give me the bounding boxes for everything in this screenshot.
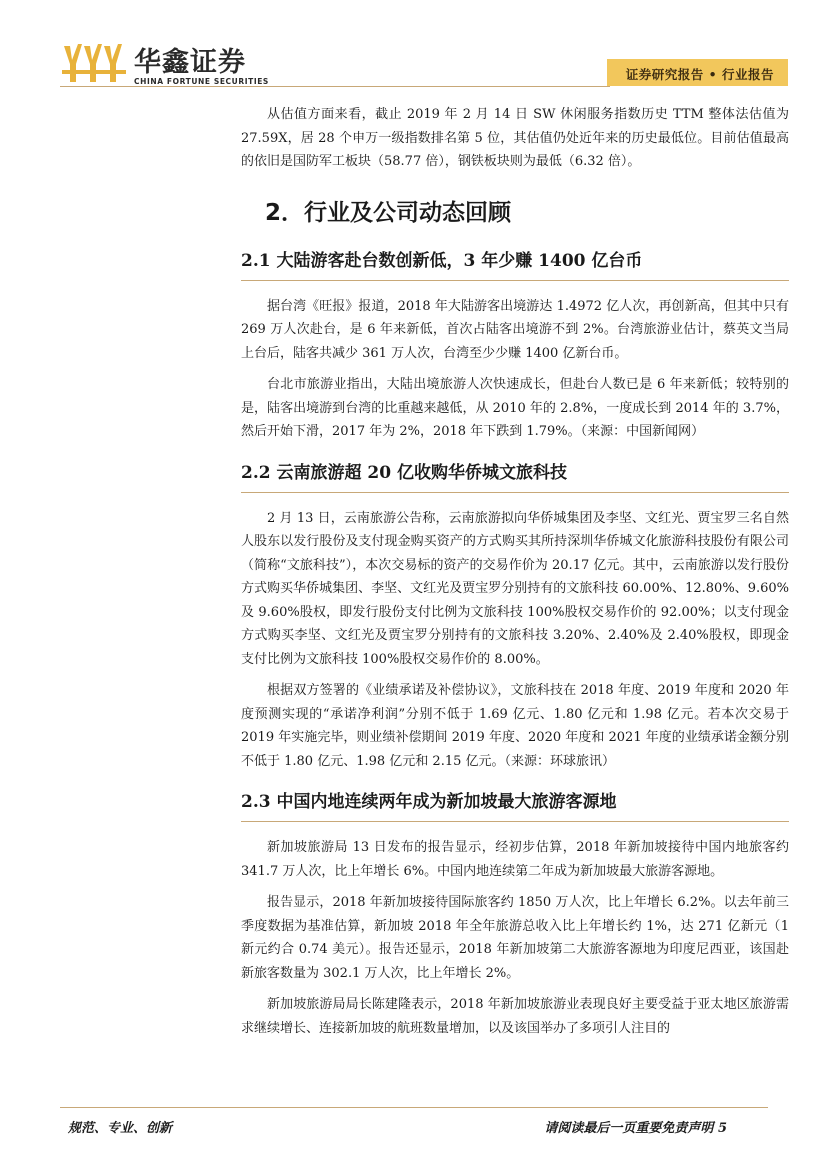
subsection-2-1-paragraph: 台北市旅游业指出，大陆出境旅游人次快速成长，但赴台人数已是 6 年来新低；较特别的是，陆客出境游到台湾的比重越来越低，从 2010 年的 2.8%，一度成长到 2014 年的 3.7%，然后开始下滑，2017 年为 2%，2018 年下跌到 1.79%。（来源：中国新闻网）: [241, 377, 789, 439]
report-type-label: 证券研究报告 • 行业报告: [625, 67, 774, 82]
report-type-tag: [607, 59, 788, 86]
page-number: 5: [717, 1121, 727, 1136]
company-logo: [52, 40, 282, 92]
intro-paragraph: 从估值方面来看，截止 2019 年 2 月 14 日 SW 休闲服务指数历史 TTM 整体法估值为 27.59X，居 28 个申万一级指数排名第 5 位，其估值仍处近年来的历史最低位。目前估值最高的依旧是国防军工板块（58.77 倍），钢铁板块则为最低（6.32 倍）。: [241, 107, 789, 169]
subsection-2-1-rule: [241, 280, 789, 281]
subsection-2-2-paragraph: 2 月 13 日，云南旅游公告称，云南旅游拟向华侨城集团及李坚、文红光、贾宝罗三名自然人股东以发行股份及支付现金购买资产的方式购买其所持深圳华侨城文化旅游科技股份有限公司（简称“文旅科技”），本次交易标的资产的交易作价为 20.17 亿元。其中，云南旅游以发行股份方式购买华侨城集团、李坚、文红光及贾宝罗分别持有的文旅科技 60.00%、12.80%、9.60%及 9.60%股权，即发行股份支付比例为文旅科技 100%股权交易作价的 92.00%；以支付现金方式购买李坚、文红光及贾宝罗分别持有的文旅科技 3.20%、2.40%及 2.40%股权，即现金支付比例为文旅科技 100%股权交易作价的 8.00%。: [241, 510, 789, 667]
footer-divider: [60, 1107, 768, 1108]
footer-slogan: 规范、专业、创新: [68, 1121, 173, 1136]
footer-disclaimer: [544, 1117, 727, 1136]
subsection-2-1-paragraph: 据台湾《旺报》报道，2018 年大陆游客出境游达 1.4972 亿人次，再创新高，但其中只有 269 万人次赴台，是 6 年来新低，首次占陆客出境游不到 2%。台湾旅游业估计，蔡英文当局上台后，陆客共减少 361 万人次，台湾至少少赚 1400 亿新台币。: [241, 298, 789, 361]
subsection-2-1-title: 2.1 大陆游客赴台数创新低，3 年少赚 1400 亿台币: [241, 250, 643, 271]
subsection-2-3-title: 2.3 中国内地连续两年成为新加坡最大旅游客源地: [241, 792, 617, 812]
subsection-2-2-paragraph: 根据双方签署的《业绩承诺及补偿协议》，文旅科技在 2018 年度、2019 年度和 2020 年度预测实现的“承诺净利润”分别不低于 1.69 亿元、1.80 亿元和 1.98 亿元。若本次交易于 2019 年实施完毕，则业绩补偿期间 2019 年度、2020 年度和 2021 年度的业绩承诺金额分别不低于 1.80 亿元、1.98 亿元和 2.15 亿元。（来源：环球旅讯）: [241, 683, 789, 769]
footer-disclaimer-text: 请阅读最后一页重要免责声明: [544, 1121, 714, 1136]
logo-english-name: CHINA FORTUNE SECURITIES: [134, 77, 269, 86]
page-header: [0, 0, 827, 100]
subsection-2-3-rule: [241, 821, 789, 822]
section-2-title: 2．行业及公司动态回顾: [265, 199, 512, 226]
logo-mark-icon: [60, 42, 130, 86]
subsection-2-2-rule: [241, 492, 789, 493]
subsection-2-3-paragraph: 新加坡旅游局 13 日发布的报告显示，经初步估算，2018 年新加坡接待中国内地旅客约 341.7 万人次，比上年增长 6%。中国内地连续第二年成为新加坡最大旅游客源地。: [241, 840, 789, 879]
subsection-2-2-title: 2.2 云南旅游超 20 亿收购华侨城文旅科技: [241, 462, 567, 483]
main-content: [241, 100, 789, 1040]
header-divider: [60, 86, 610, 87]
subsection-2-3-paragraph: 报告显示，2018 年新加坡接待国际旅客约 1850 万人次，比上年增长 6.2%。以去年前三季度数据为基准估算，新加坡 2018 年全年旅游总收入比上年增长约 1%，达 271 亿新元（1 新元约合 0.74 美元）。报告还显示，2018 年新加坡第二大旅游客源地为印度尼西亚，该国赴新旅客数量为 302.1 万人次，比上年增长 2%。: [241, 895, 789, 981]
logo-chinese-name: 华鑫证券: [134, 47, 246, 78]
subsection-2-3-paragraph: 新加坡旅游局局长陈建隆表示，2018 年新加坡旅游业表现良好主要受益于亚太地区旅游需求继续增长、连接新加坡的航班数量增加，以及该国举办了多项引人注目的: [241, 997, 789, 1036]
